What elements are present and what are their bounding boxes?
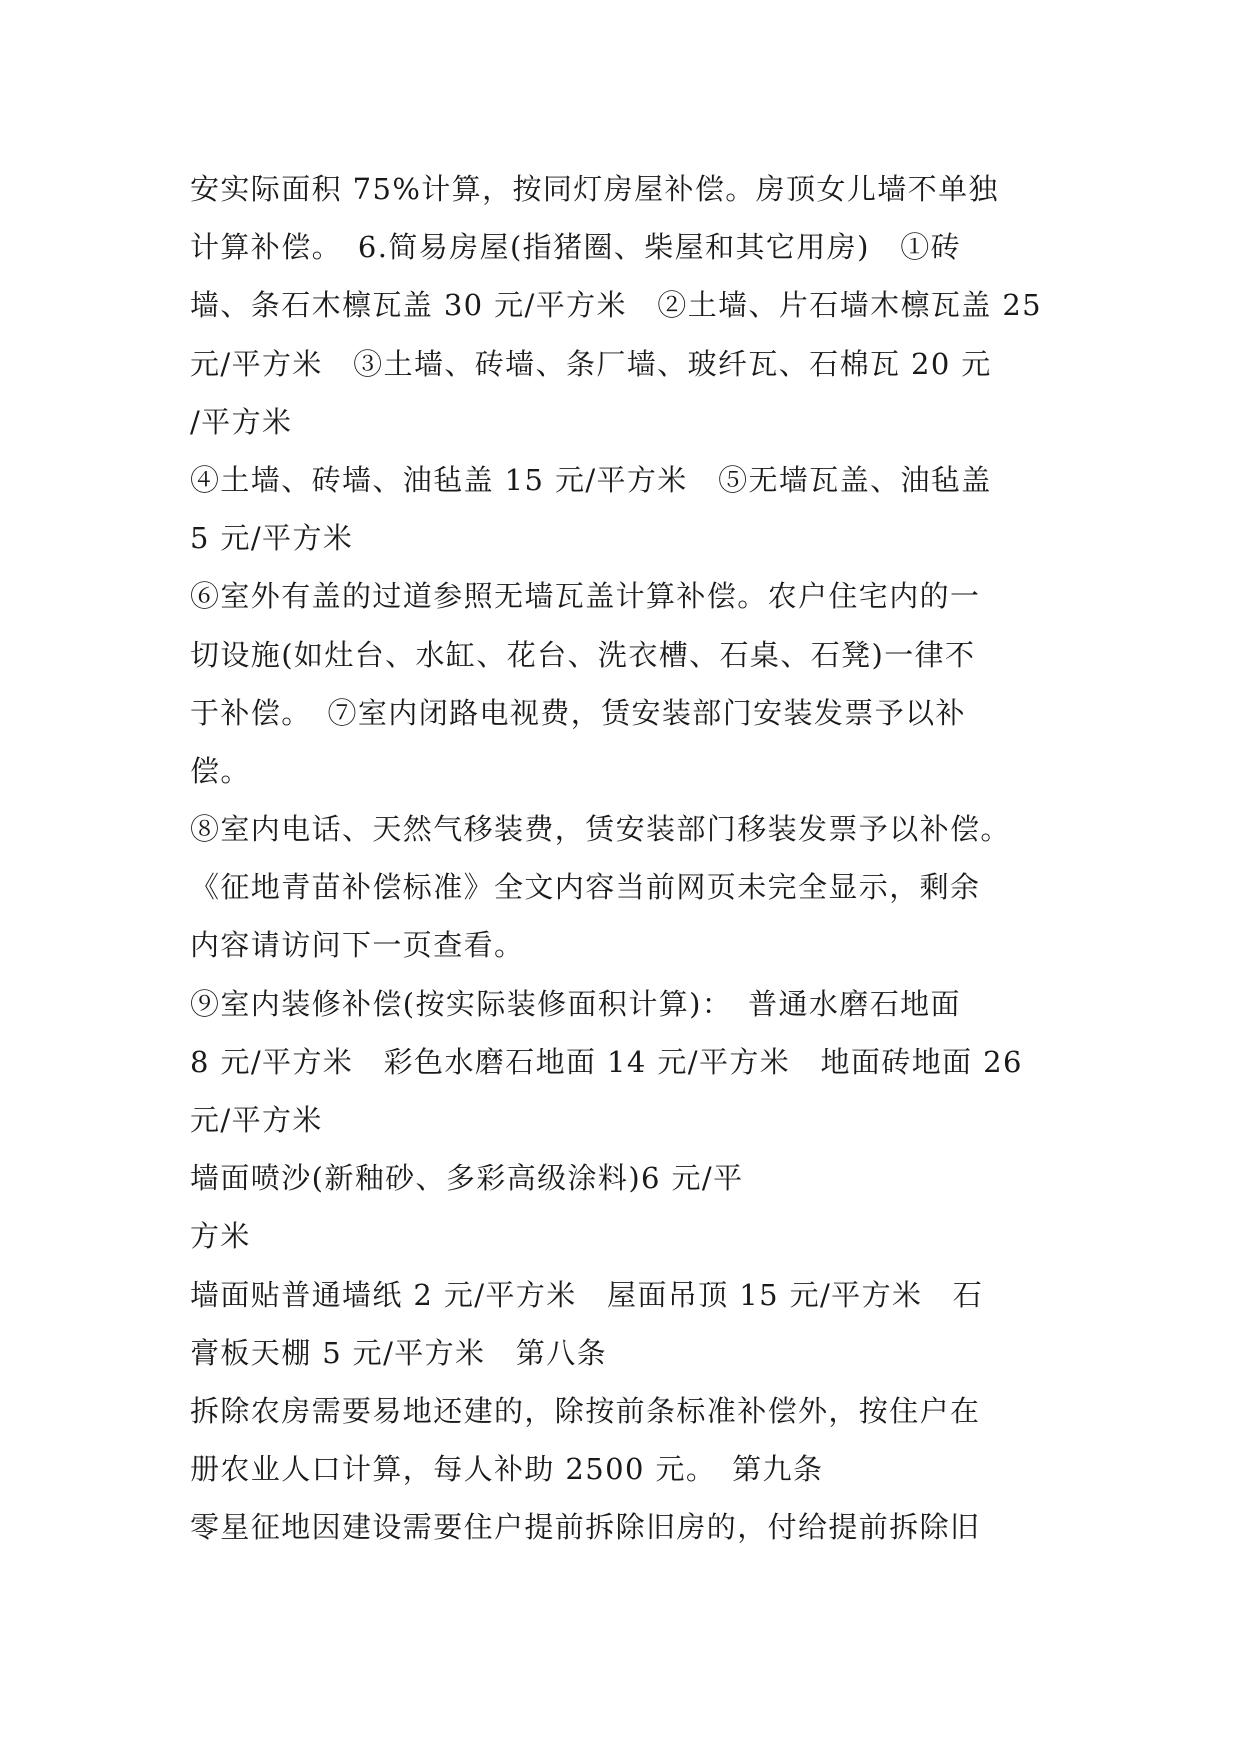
text-line-6: ④土墙、砖墙、油毡盖 15 元/平方米 ⑤无墙瓦盖、油毡盖 (190, 462, 992, 497)
text-line-5: /平方米 (190, 404, 293, 439)
text-line-7: 5 元/平方米 (190, 521, 354, 556)
text-line-11: 偿。 (190, 753, 251, 788)
text-line-9: 切设施(如灶台、水缸、花台、洗衣槽、石桌、石凳)一律不 (190, 637, 976, 672)
text-line-10: 于补偿。 ⑦室内闭路电视费，赁安装部门安装发票予以补 (190, 695, 966, 730)
text-line-17: 元/平方米 (190, 1103, 323, 1137)
text-line-1: 安实际面积 75%计算，按同灯房屋补偿。房顶女儿墙不单独 (190, 172, 999, 206)
text-line-12: ⑧室内电话、天然气移装费，赁安装部门移装发票予以补偿。 (190, 812, 1011, 847)
text-line-3: 墙、条石木檩瓦盖 30 元/平方米 ②土墙、片石墙木檩瓦盖 25 (190, 288, 1043, 323)
text-line-22: 拆除农房需要易地还建的，除按前条标准补偿外，按住户在 (190, 1393, 981, 1428)
text-line-18: 墙面喷沙(新釉砂、多彩高级涂料)6 元/平 (190, 1161, 744, 1196)
text-line-21: 膏板天棚 5 元/平方米 第八条 (190, 1335, 608, 1370)
document-body (190, 160, 1070, 1557)
text-line-23: 册农业人口计算，每人补助 2500 元。 第九条 (190, 1452, 824, 1487)
text-line-14: 内容请访问下一页查看。 (190, 928, 525, 963)
text-line-19: 方米 (190, 1219, 251, 1254)
text-line-4: 元/平方米 ③土墙、砖墙、条厂墙、玻纤瓦、石棉瓦 20 元 (190, 346, 992, 381)
text-line-20: 墙面贴普通墙纸 2 元/平方米 屋面吊顶 15 元/平方米 石 (190, 1277, 984, 1312)
text-line-16: 8 元/平方米 彩色水磨石地面 14 元/平方米 地面砖地面 26 (190, 1044, 1023, 1079)
text-line-24: 零星征地因建设需要住户提前拆除旧房的，付给提前拆除旧 (190, 1510, 981, 1545)
text-line-15: ⑨室内装修补偿(按实际装修面积计算)： 普通水磨石地面 (190, 986, 961, 1021)
text-line-8: ⑥室外有盖的过道参照无墙瓦盖计算补偿。农户住宅内的一 (190, 579, 981, 614)
text-line-13: 《征地青苗补偿标准》全文内容当前网页未完全显示，剩余 (190, 870, 981, 905)
text-line-2: 计算补偿。 6.简易房屋(指猪圈、柴屋和其它用房) ①砖 (190, 230, 961, 265)
